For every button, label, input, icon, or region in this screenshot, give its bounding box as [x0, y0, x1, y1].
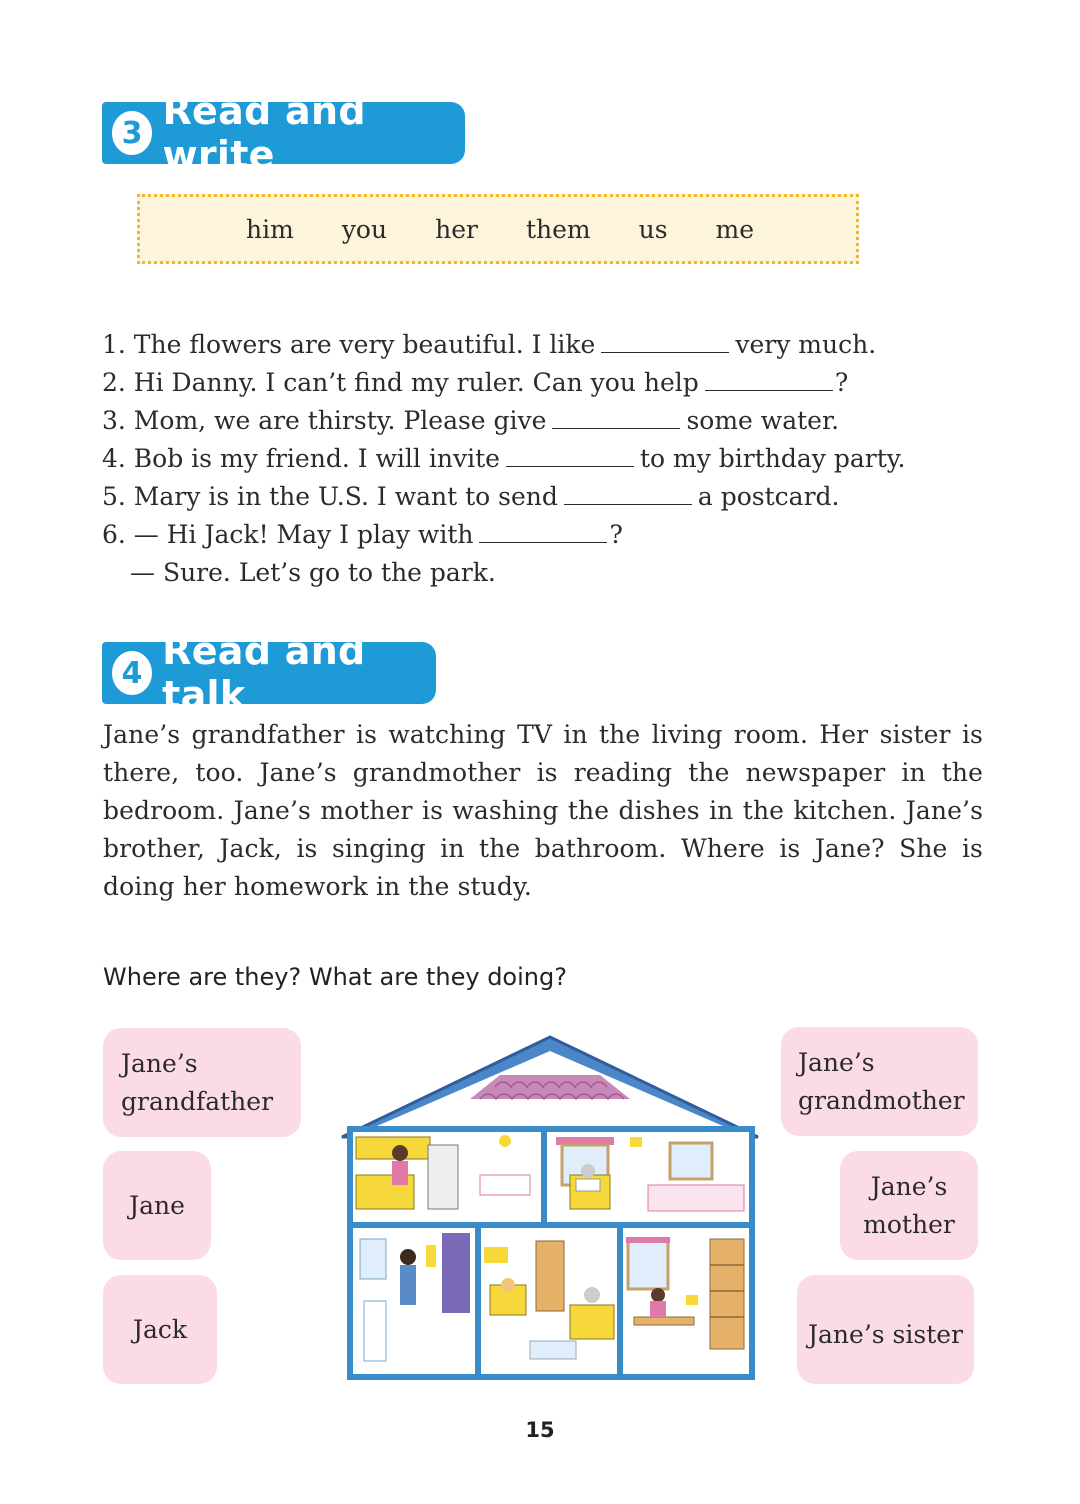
word-bank-item: me — [715, 214, 755, 244]
sofa-right — [570, 1305, 614, 1339]
card-janes-grandfather: Jane’s grandfather — [103, 1028, 301, 1137]
discussion-question: Where are they? What are they doing? — [103, 963, 567, 991]
word-bank-item: them — [525, 214, 591, 244]
fill-in-exercise — [102, 326, 1002, 592]
section-number-badge: 4 — [112, 651, 152, 695]
exercise-item-6: 6. — Hi Jack! May I play with ? — [102, 520, 623, 549]
sink — [364, 1301, 386, 1361]
answer-blank[interactable] — [705, 366, 833, 391]
exercise-item-4: 4. Bob is my friend. I will invite to my birthday party. — [102, 444, 906, 473]
word-bank — [137, 194, 859, 264]
jane-figure — [651, 1288, 665, 1302]
study-desk — [634, 1317, 694, 1325]
mother-figure — [392, 1145, 408, 1161]
card-jane: Jane — [103, 1151, 211, 1260]
exercise-item-2: 2. Hi Danny. I can’t find my ruler. Can you help ? — [102, 368, 849, 397]
house-illustration — [330, 1025, 770, 1385]
section-title: Read and talk — [162, 629, 366, 717]
card-janes-sister: Jane’s sister — [797, 1275, 974, 1384]
bookshelf — [710, 1239, 744, 1349]
jack-figure — [400, 1249, 416, 1265]
exercise-item-5: 5. Mary is in the U.S. I want to send a postcard. — [102, 482, 840, 511]
card-janes-grandmother: Jane’s grandmother — [781, 1027, 978, 1136]
answer-blank[interactable] — [506, 442, 634, 467]
exercise-item-1: 1. The flowers are very beautiful. I like very much. — [102, 330, 877, 359]
section-3-header — [102, 89, 465, 177]
answer-blank[interactable] — [564, 480, 692, 505]
card-janes-mother: Jane’s mother — [840, 1151, 978, 1260]
answer-blank[interactable] — [552, 404, 680, 429]
grandmother-figure — [581, 1164, 595, 1178]
section-4-header — [102, 629, 436, 717]
section-title: Read and write — [162, 89, 366, 177]
bed — [648, 1185, 744, 1211]
card-jack: Jack — [103, 1275, 217, 1384]
door — [536, 1241, 564, 1311]
word-bank-item: us — [638, 214, 668, 244]
word-bank-item: him — [246, 214, 294, 244]
exercise-item-6-reply: — Sure. Let’s go to the park. — [130, 558, 496, 587]
reading-passage: Jane’s grandfather is watching TV in the living room. Her sister is there, too. Jane’s grandmother is reading the newspaper in the bedroom. Jane’s mother is washing the dishes in the kitchen. Jane’s brother, Jack, is singing in the bathroom. Where is Jane? She is doing her homework in the study. — [103, 720, 983, 901]
word-bank-item: her — [435, 214, 478, 244]
sister-figure — [501, 1278, 515, 1292]
grandfather-figure — [584, 1287, 600, 1303]
shower-curtain — [442, 1233, 470, 1313]
page-number: 15 — [525, 1418, 555, 1442]
answer-blank[interactable] — [601, 328, 729, 353]
word-bank-item: you — [341, 214, 388, 244]
exercise-item-3: 3. Mom, we are thirsty. Please give some water. — [102, 406, 840, 435]
answer-blank[interactable] — [479, 518, 607, 543]
section-number-badge: 3 — [112, 111, 152, 155]
